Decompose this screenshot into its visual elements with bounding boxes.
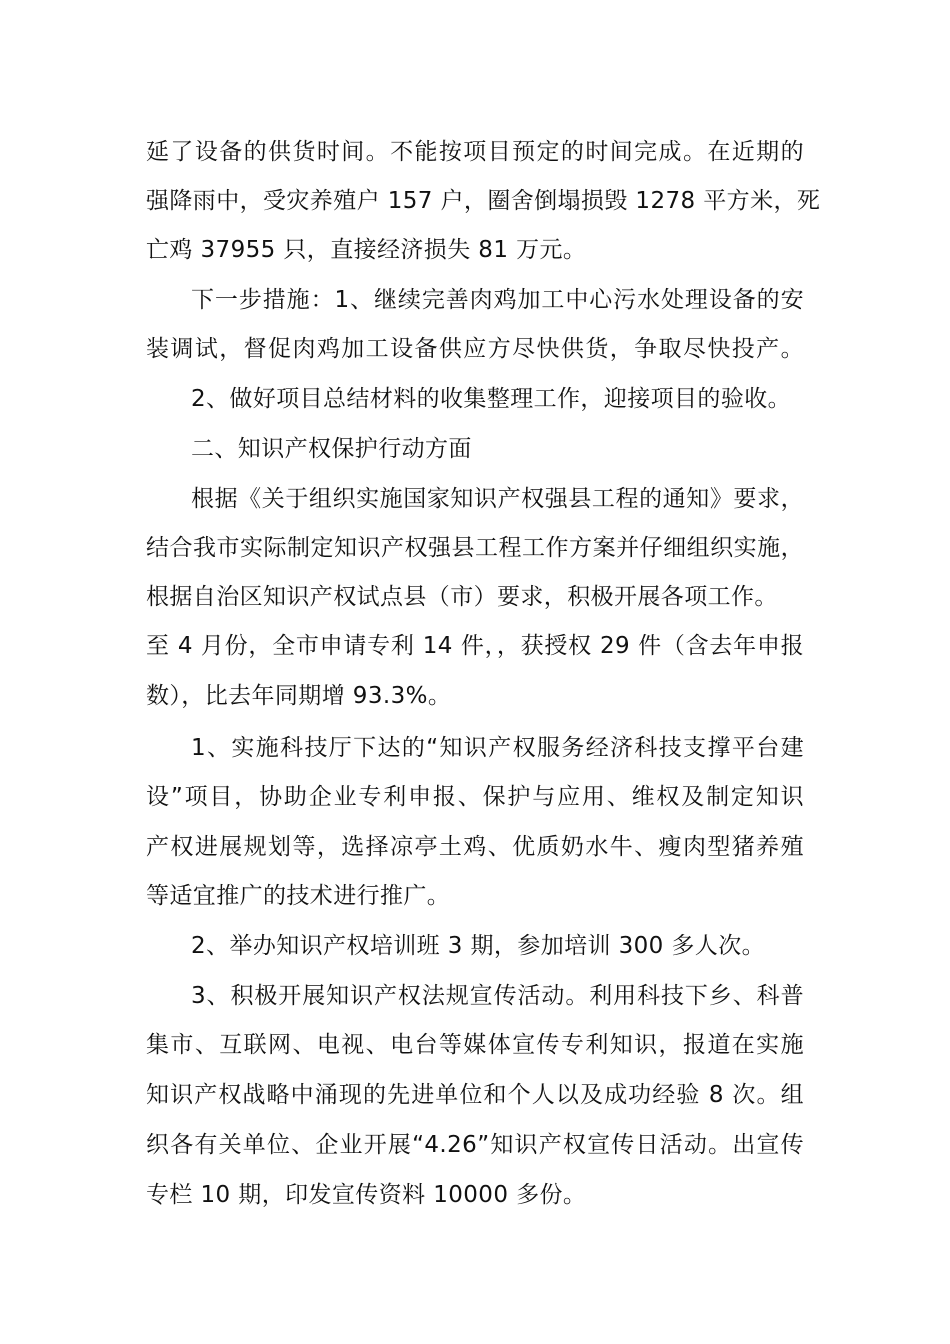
paragraph-line: 装调试，督促肉鸡加工设备供应方尽快供货，争取尽快投产。 — [146, 336, 804, 362]
paragraph-line: 数），比去年同期增 93.3%。 — [146, 683, 452, 709]
paragraph-line: 根据《关于组织实施国家知识产权强县工程的通知》要求， — [191, 486, 804, 512]
paragraph-line: 3、积极开展知识产权法规宣传活动。利用科技下乡、科普 — [191, 983, 804, 1009]
paragraph-line: 2、举办知识产权培训班 3 期，参加培训 300 多人次。 — [191, 933, 766, 959]
paragraph-line: 结合我市实际制定知识产权强县工程工作方案并仔细组织实施， — [146, 535, 804, 561]
paragraph-line: 知识产权战略中涌现的先进单位和个人以及成功经验 8 次。组 — [146, 1082, 804, 1108]
section-heading: 二、知识产权保护行动方面 — [191, 436, 472, 462]
paragraph-line: 等适宜推广的技术进行推广。 — [146, 883, 451, 909]
paragraph-line: 延了设备的供货时间。不能按项目预定的时间完成。在近期的 — [146, 139, 804, 165]
paragraph-line: 亡鸡 37955 只，直接经济损失 81 万元。 — [146, 237, 587, 263]
paragraph-line: 集市、互联网、电视、电台等媒体宣传专利知识，报道在实施 — [146, 1032, 804, 1058]
paragraph-line: 根据自治区知识产权试点县（市）要求，积极开展各项工作。 — [146, 584, 778, 610]
paragraph-line: 至 4 月份，全市申请专利 14 件，，获授权 29 件（含去年申报 — [146, 633, 804, 659]
paragraph-line: 下一步措施：1、继续完善肉鸡加工中心污水处理设备的安 — [191, 287, 804, 313]
paragraph-line: 专栏 10 期，印发宣传资料 10000 多份。 — [146, 1182, 587, 1208]
paragraph-line: 设”项目，协助企业专利申报、保护与应用、维权及制定知识 — [146, 784, 804, 810]
paragraph-line: 2、做好项目总结材料的收集整理工作，迎接项目的验收。 — [191, 386, 792, 412]
paragraph-line: 产权进展规划等，选择凉亭土鸡、优质奶水牛、瘦肉型猪养殖 — [146, 834, 804, 860]
paragraph-line: 1、实施科技厅下达的“知识产权服务经济科技支撑平台建 — [191, 735, 804, 761]
paragraph-line: 织各有关单位、企业开展“4.26”知识产权宣传日活动。出宣传 — [146, 1132, 804, 1158]
paragraph-line: 强降雨中，受灾养殖户 157 户，圈舍倒塌损毁 1278 平方米，死 — [146, 188, 821, 214]
